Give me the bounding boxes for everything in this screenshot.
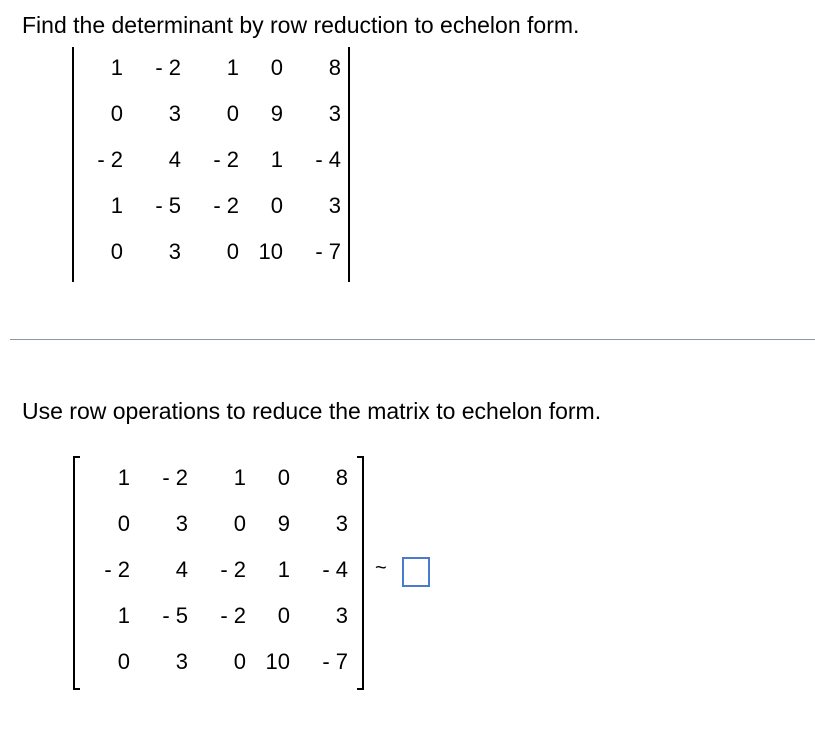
matrix-entry: - 5	[162, 603, 188, 628]
matrix-row	[0, 239, 360, 269]
matrix-entry: - 2	[213, 193, 239, 218]
matrix-entry: - 2	[220, 603, 246, 628]
matrix-entry: 3	[168, 239, 181, 264]
matrix-entry: 3	[175, 511, 188, 536]
matrix-entry: 4	[175, 557, 188, 582]
matrix-entry: 0	[117, 511, 130, 536]
matrix-row	[0, 511, 370, 541]
matrix-entry: 0	[270, 55, 283, 80]
matrix-row	[0, 147, 360, 177]
matrix-entry: 9	[277, 511, 290, 536]
matrix-entry: 0	[233, 649, 246, 674]
matrix-entry: 0	[226, 239, 239, 264]
matrix-entry: 0	[233, 511, 246, 536]
matrix-entry: 8	[328, 55, 341, 80]
matrix-entry: 1	[117, 465, 130, 490]
matrix-entry: 1	[233, 465, 246, 490]
section-divider	[10, 339, 815, 340]
matrix-row	[0, 649, 370, 679]
matrix-entry: 1	[277, 557, 290, 582]
row-equivalence-symbol: ~	[375, 557, 387, 579]
matrix-entry: 0	[110, 239, 123, 264]
matrix-entry: 10	[265, 649, 290, 674]
matrix-entry: 8	[335, 465, 348, 490]
matrix-entry: - 5	[155, 193, 181, 218]
matrix-entry: - 2	[97, 147, 123, 172]
matrix-entry: 3	[328, 193, 341, 218]
echelon-matrix	[0, 465, 370, 705]
matrix-entry: 4	[168, 147, 181, 172]
matrix-row	[0, 465, 370, 495]
matrix-entry: 0	[277, 603, 290, 628]
matrix-entry: 0	[117, 649, 130, 674]
matrix-entry: 0	[226, 101, 239, 126]
matrix-entry: - 2	[162, 465, 188, 490]
matrix-entry: 0	[270, 193, 283, 218]
matrix-entry: 10	[258, 239, 283, 264]
matrix-entry: 1	[110, 193, 123, 218]
matrix-entry: - 4	[322, 557, 348, 582]
matrix-row	[0, 55, 360, 85]
problem-instruction: Find the determinant by row reduction to echelon form.	[22, 12, 580, 38]
matrix-entry: 9	[270, 101, 283, 126]
matrix-entry: 1	[110, 55, 123, 80]
matrix-row	[0, 193, 360, 223]
matrix-entry: 1	[270, 147, 283, 172]
matrix-entry: - 2	[213, 147, 239, 172]
matrix-entry: 3	[168, 101, 181, 126]
determinant-bar-right	[348, 47, 350, 282]
step-instruction: Use row operations to reduce the matrix to echelon form.	[22, 398, 602, 424]
matrix-entry: 1	[117, 603, 130, 628]
matrix-entry: - 2	[155, 55, 181, 80]
matrix-row	[0, 603, 370, 633]
matrix-entry: - 4	[315, 147, 341, 172]
matrix-entry: 3	[335, 511, 348, 536]
determinant-matrix	[0, 55, 360, 295]
matrix-entry: - 2	[104, 557, 130, 582]
matrix-entry: - 7	[315, 239, 341, 264]
matrix-entry: - 2	[220, 557, 246, 582]
matrix-bracket-right	[357, 456, 364, 690]
matrix-entry: 1	[226, 55, 239, 80]
matrix-row	[0, 101, 360, 131]
matrix-entry: 3	[335, 603, 348, 628]
matrix-entry: 3	[328, 101, 341, 126]
matrix-entry: 0	[277, 465, 290, 490]
matrix-entry: - 7	[322, 649, 348, 674]
matrix-entry: 0	[110, 101, 123, 126]
matrix-row	[0, 557, 370, 587]
matrix-entry: 3	[175, 649, 188, 674]
answer-input-box[interactable]	[402, 557, 430, 587]
